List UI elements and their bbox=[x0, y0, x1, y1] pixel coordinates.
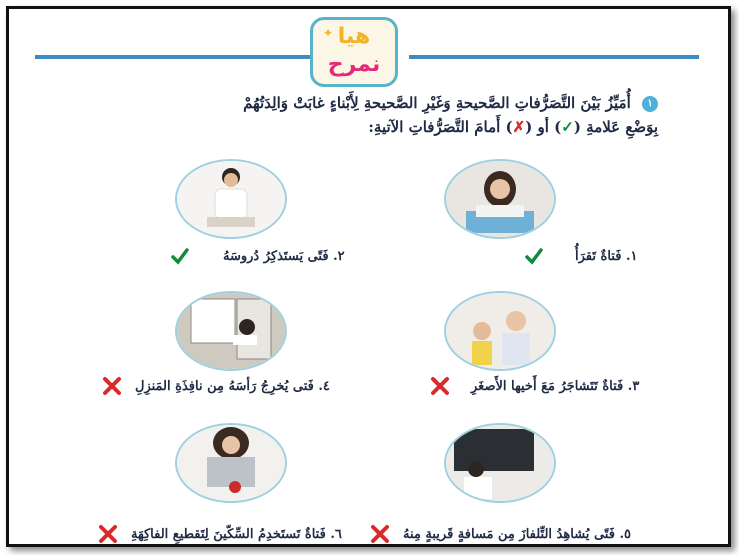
section-logo bbox=[310, 17, 398, 87]
caption-item-1: ١. فَتاةٌ تَقرَأُ bbox=[575, 249, 638, 264]
photo-girl-reading bbox=[444, 159, 556, 239]
photo-girl-knife bbox=[175, 423, 287, 503]
header-rule-right bbox=[409, 55, 699, 59]
caption-item-4: ٤. فَتى يُخرِجُ رَأسَهُ مِن نافِذَةِ المَنزِلِ bbox=[135, 379, 330, 394]
caption-item-6: ٦. فَتاةٌ تَستَخدِمُ السِّكّينَ لِتَقطيعِ الفاكِهَةِ bbox=[131, 527, 342, 542]
caption-item-5: ٥. فَتًى يُشاهِدُ التِّلفازَ مِن مَسافةٍ قَريبةٍ مِنهُ bbox=[403, 527, 631, 542]
photo-boy-window bbox=[175, 291, 287, 371]
answer-check-icon bbox=[523, 245, 545, 267]
header-rule-left bbox=[35, 55, 315, 59]
answer-cross-icon bbox=[101, 375, 123, 397]
cross-mark-icon: ✗ bbox=[512, 118, 526, 136]
answer-cross-icon bbox=[97, 523, 119, 545]
photo-kids-fighting bbox=[444, 291, 556, 371]
photo-boy-tv bbox=[444, 423, 556, 503]
instruction-line-2a: بِوَضْعِ عَلامةِ ( bbox=[573, 118, 658, 136]
photo-boy-studying bbox=[175, 159, 287, 239]
caption-item-2: ٢. فَتًى يَستَذكِرُ دُروسَهُ bbox=[223, 249, 345, 264]
instruction-line-2c: ) أَمامَ التَّصَرُّفاتِ الآتيةِ: bbox=[368, 118, 513, 136]
answer-cross-icon bbox=[369, 523, 391, 545]
instruction-line-2b: ) أو ( bbox=[525, 118, 562, 136]
answer-check-icon bbox=[169, 245, 191, 267]
logo-line-2: نمرح bbox=[327, 52, 381, 77]
worksheet-frame bbox=[6, 6, 731, 547]
exercise-instruction bbox=[18, 91, 658, 139]
caption-item-3: ٣. فَتاةٌ تَتَشاجَرُ مَعَ أَخيها الأَصغَرِ bbox=[471, 379, 640, 394]
logo-line-1: هيا bbox=[337, 24, 371, 49]
instruction-line-1: أُمَيِّزُ بَيْنَ التَّصَرُّفاتِ الصَّحيحةِ وَغَيْرِ الصَّحيحةِ لِأَبْناءٍ غابَتْ وَالِدَتُهُمْ bbox=[243, 94, 631, 112]
check-mark-icon: ✓ bbox=[561, 118, 574, 136]
sparkle-icon: ✦ bbox=[323, 26, 334, 40]
exercise-number: ١ bbox=[642, 96, 658, 112]
answer-cross-icon bbox=[429, 375, 451, 397]
